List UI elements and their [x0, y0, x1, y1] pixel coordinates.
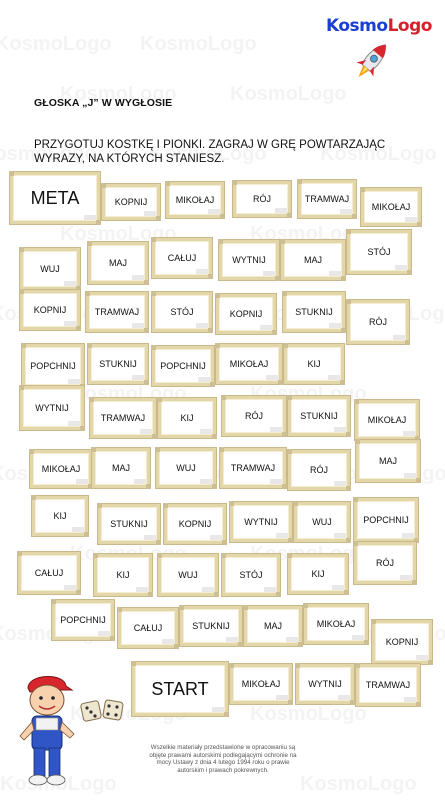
field-label: KIJ	[311, 569, 325, 579]
svg-text:KosmoLogo	[230, 83, 347, 105]
field-label: POPCHNIJ	[160, 361, 206, 371]
field-label: STÓJ	[239, 570, 263, 580]
start-field[interactable]	[132, 662, 228, 716]
field-label: STÓJ	[367, 247, 391, 257]
board-field[interactable]	[102, 184, 160, 220]
field-label: STUKNIJ	[295, 307, 333, 317]
field-label: STUKNIJ	[99, 359, 137, 369]
board-field[interactable]	[281, 240, 345, 280]
field-label: RÓJ	[245, 411, 263, 421]
field-label: TRAMWAJ	[365, 680, 411, 690]
board-field[interactable]	[152, 292, 212, 332]
board-field[interactable]	[361, 188, 421, 226]
field-label: KOPNIJ	[33, 305, 67, 315]
board-field[interactable]	[230, 502, 292, 542]
board-field[interactable]	[118, 608, 178, 648]
board-field[interactable]	[180, 606, 242, 646]
board-field[interactable]	[88, 242, 148, 284]
field-label: RÓJ	[369, 317, 387, 327]
field-label: WUJ	[312, 517, 332, 527]
field-label: MIKOŁAJ	[175, 195, 215, 205]
board-field[interactable]	[347, 230, 411, 274]
field-label: WUJ	[176, 463, 196, 473]
board-field[interactable]	[220, 448, 286, 488]
board-field[interactable]	[98, 504, 160, 544]
board-field[interactable]	[52, 600, 114, 640]
instruction-text: PRZYGOTUJ KOSTKĘ I PIONKI. ZAGRAJ W GRĘ POWTARZAJĄC WYRAZY, NA KTÓRYCH STANIESZ.	[34, 139, 386, 165]
board-field[interactable]	[166, 182, 224, 218]
board-field[interactable]	[288, 396, 350, 436]
field-label: KIJ	[180, 413, 194, 423]
start-label: START	[151, 678, 209, 699]
field-label: MIKOŁAJ	[229, 359, 269, 369]
field-label: TRAMWAJ	[100, 413, 146, 423]
copyright-footer: Wszelkie materiały przedstawione w opracowaniu są objęte prawami autorskimi podlegającymi ochronie na mocy Ustawy z dnia 4 lutego 1994 roku o prawie autorskim i prawach pokrewnych.	[149, 744, 297, 774]
field-label: WYTNIJ	[244, 517, 278, 527]
board-field[interactable]	[294, 502, 350, 542]
field-label: MIKOŁAJ	[371, 202, 411, 212]
board-field[interactable]	[298, 180, 356, 218]
board-field[interactable]	[94, 554, 152, 596]
field-label: STÓJ	[170, 307, 194, 317]
board-field[interactable]	[222, 396, 286, 436]
svg-text:KosmoLogo	[250, 703, 367, 725]
field-label: TRAMWAJ	[304, 194, 350, 204]
board-field[interactable]	[230, 664, 292, 704]
meta-label: META	[30, 187, 80, 208]
field-label: RÓJ	[253, 194, 271, 204]
board-field[interactable]	[20, 290, 80, 330]
field-label: WYTNIJ	[35, 403, 69, 413]
svg-text:KosmoLogo	[300, 773, 417, 795]
field-label: MIKOŁAJ	[316, 619, 356, 629]
field-label: KIJ	[116, 570, 130, 580]
board-field[interactable]	[347, 300, 409, 344]
board-field[interactable]	[354, 498, 418, 542]
field-label: MAJ	[112, 463, 130, 473]
kosmologo-logo	[326, 14, 438, 84]
board-field[interactable]	[296, 664, 354, 704]
board-field[interactable]	[284, 344, 344, 384]
board-field[interactable]	[244, 606, 302, 646]
field-label: STUKNIJ	[192, 621, 230, 631]
board-field[interactable]	[372, 620, 432, 664]
field-label: TRAMWAJ	[230, 463, 276, 473]
board-field[interactable]	[283, 292, 345, 332]
field-label: STUKNIJ	[300, 411, 338, 421]
field-label: WUJ	[40, 264, 60, 274]
logo-text-kosmo: Kosmo	[326, 16, 388, 36]
board-field[interactable]	[156, 448, 216, 488]
field-label: MIKOŁAJ	[241, 679, 281, 689]
svg-text:KosmoLogo	[0, 33, 112, 55]
board-field[interactable]	[288, 450, 350, 490]
board-field[interactable]	[356, 664, 420, 706]
field-label: RÓJ	[376, 558, 394, 568]
svg-text:KosmoLogo	[140, 33, 257, 55]
field-label: RÓJ	[310, 465, 328, 475]
logo-text-logo: Logo	[387, 16, 432, 36]
field-label: WYTNIJ	[232, 255, 266, 265]
board-field[interactable]	[219, 240, 279, 280]
field-label: STUKNIJ	[110, 519, 148, 529]
board-field[interactable]	[158, 398, 216, 438]
field-label: KIJ	[307, 359, 321, 369]
field-label: POPCHNIJ	[363, 515, 409, 525]
board-field[interactable]	[20, 248, 80, 290]
board-field[interactable]	[158, 554, 218, 596]
field-label: KOPNIJ	[114, 197, 148, 207]
board-field[interactable]	[88, 344, 148, 384]
board-field[interactable]	[92, 448, 150, 488]
board-field[interactable]	[356, 440, 420, 482]
logo-text	[326, 16, 432, 36]
board-field[interactable]	[216, 344, 282, 384]
field-label: POPCHNIJ	[60, 615, 106, 625]
field-label: MAJ	[109, 258, 127, 268]
field-label: MAJ	[264, 621, 282, 631]
board-field[interactable]	[288, 554, 348, 594]
field-label: KOPNIJ	[178, 519, 212, 529]
board-field[interactable]	[152, 346, 214, 386]
board-field[interactable]	[233, 181, 291, 217]
boy-illustration	[10, 670, 84, 790]
board-field[interactable]	[152, 238, 212, 278]
field-label: WUJ	[178, 570, 198, 580]
board-field[interactable]	[22, 344, 84, 388]
board-field[interactable]	[18, 552, 80, 594]
field-label: MAJ	[304, 255, 322, 265]
board-field[interactable]	[354, 542, 416, 584]
page-title: GŁOSKA „J” W WYGŁOSIE	[34, 97, 173, 109]
field-label: CAŁUJ	[167, 253, 197, 263]
board-field[interactable]	[216, 294, 276, 334]
board-field[interactable]	[304, 604, 368, 644]
board-field[interactable]	[20, 386, 84, 430]
field-label: CAŁUJ	[133, 623, 163, 633]
field-label: TRAMWAJ	[94, 307, 140, 317]
field-label: MIKOŁAJ	[41, 464, 81, 474]
field-label: MIKOŁAJ	[367, 415, 407, 425]
field-label: POPCHNIJ	[30, 361, 76, 371]
field-label: KOPNIJ	[385, 637, 419, 647]
board-field[interactable]	[86, 292, 148, 332]
meta-field[interactable]	[10, 172, 100, 224]
field-label: MAJ	[379, 456, 397, 466]
field-label: CAŁUJ	[34, 568, 64, 578]
board-field[interactable]	[164, 504, 226, 544]
board-field[interactable]	[222, 554, 280, 596]
rocket-icon	[350, 36, 394, 86]
board-field[interactable]	[355, 400, 419, 440]
board-field[interactable]	[32, 496, 88, 536]
field-label: WYTNIJ	[308, 679, 342, 689]
board-field[interactable]	[90, 398, 156, 438]
dice-icon	[80, 698, 126, 722]
field-label: KIJ	[53, 511, 67, 521]
field-label: KOPNIJ	[229, 309, 263, 319]
board-field[interactable]	[30, 450, 92, 488]
